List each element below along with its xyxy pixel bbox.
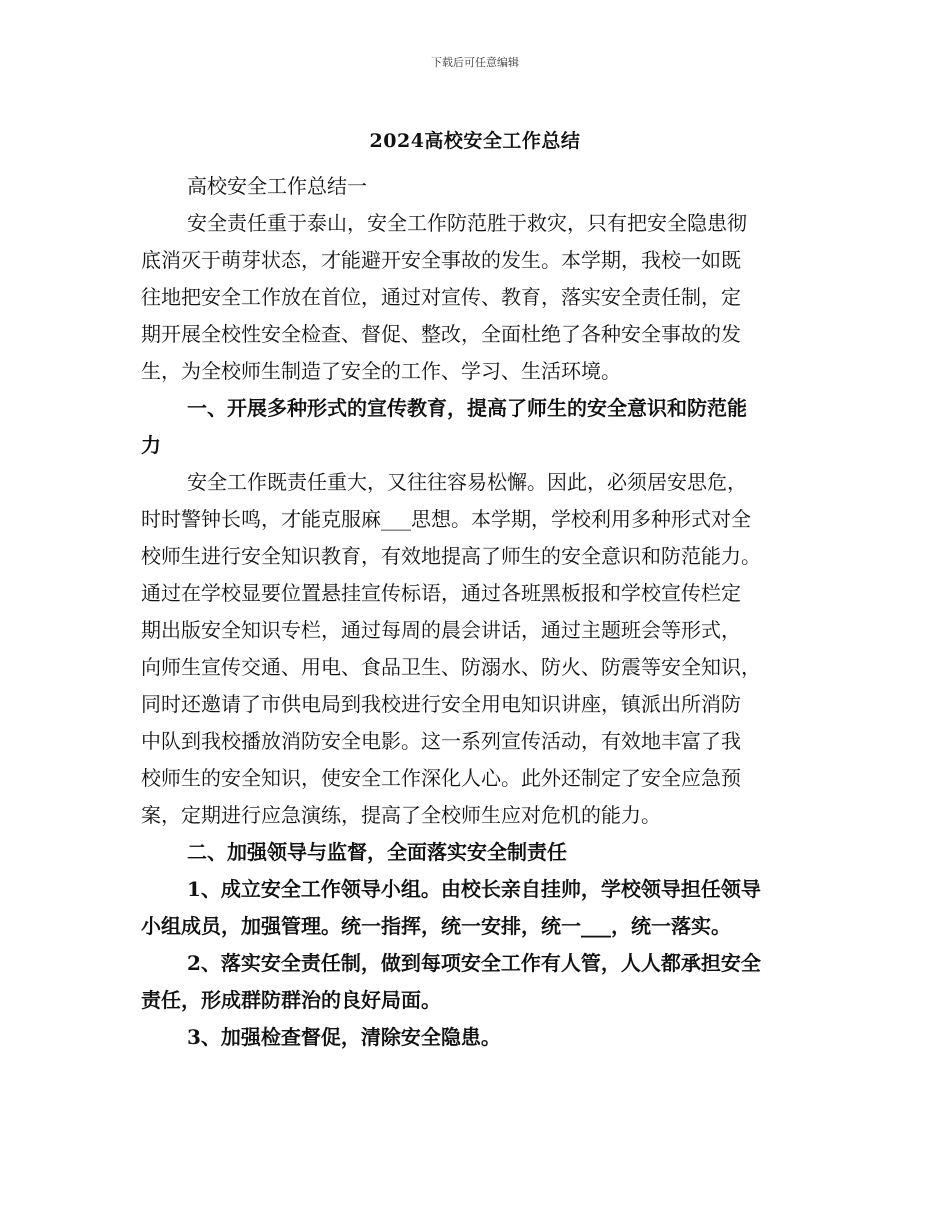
text-line: 案，定期进行应急演练，提高了全校师生应对危机的能力。: [141, 803, 661, 827]
text-line: 责任，形成群防群治的良好局面。: [141, 988, 441, 1012]
text-line: 向师生宣传交通、用电、食品卫生、防溺水、防火、防震等安全知识，: [141, 655, 761, 679]
text-line: 1、成立安全工作领导小组。由校长亲自挂帅，学校领导担任领导: [187, 877, 761, 901]
document-title: 2024高校安全工作总结: [369, 130, 581, 152]
text-line: 同时还邀请了市供电局到我校进行安全用电知识讲座，镇派出所消防: [141, 692, 741, 716]
header-note: 下载后可任意编辑: [431, 56, 519, 69]
text-line: 校师生进行安全知识教育，有效地提高了师生的安全意识和防范能力。: [141, 544, 761, 568]
text-line: 中队到我校播放消防安全电影。这一系列宣传活动，有效地丰富了我: [141, 729, 741, 753]
text-line: 时时警钟长鸣，才能克服麻___思想。本学期，学校利用多种形式对全: [141, 507, 751, 531]
text-line: 高校安全工作总结一: [187, 174, 367, 198]
text-line: 力: [141, 433, 161, 457]
text-line: 一、开展多种形式的宣传教育，提高了师生的安全意识和防范能: [187, 396, 747, 420]
text-line: 3、加强检查督促，清除安全隐患。: [187, 1025, 501, 1049]
text-line: 二、加强领导与监督，全面落实安全制责任: [187, 840, 567, 864]
text-line: 生，为全校师生制造了安全的工作、学习、生活环境。: [141, 359, 621, 383]
document-body: [141, 168, 813, 1056]
text-line: 底消灭于萌芽状态，才能避开安全事故的发生。本学期，我校一如既: [141, 248, 741, 272]
text-line: 小组成员，加强管理。统一指挥，统一安排，统一___，统一落实。: [141, 914, 731, 938]
text-line: 期开展全校性安全检查、督促、整改，全面杜绝了各种安全事故的发: [141, 322, 741, 346]
text-line: 期出版安全知识专栏，通过每周的晨会讲话，通过主题班会等形式，: [141, 618, 741, 642]
text-line: 2、落实安全责任制，做到每项安全工作有人管，人人都承担安全: [187, 951, 761, 975]
text-line: 校师生的安全知识，使安全工作深化人心。此外还制定了安全应急预: [141, 766, 741, 790]
text-line: 安全工作既责任重大，又往往容易松懈。因此，必须居安思危，: [187, 470, 747, 494]
text-line: 安全责任重于泰山，安全工作防范胜于救灾，只有把安全隐患彻: [187, 211, 747, 235]
text-line: 通过在学校显要位置悬挂宣传标语，通过各班黑板报和学校宣传栏定: [141, 581, 741, 605]
text-line: 往地把安全工作放在首位，通过对宣传、教育，落实安全责任制，定: [141, 285, 741, 309]
